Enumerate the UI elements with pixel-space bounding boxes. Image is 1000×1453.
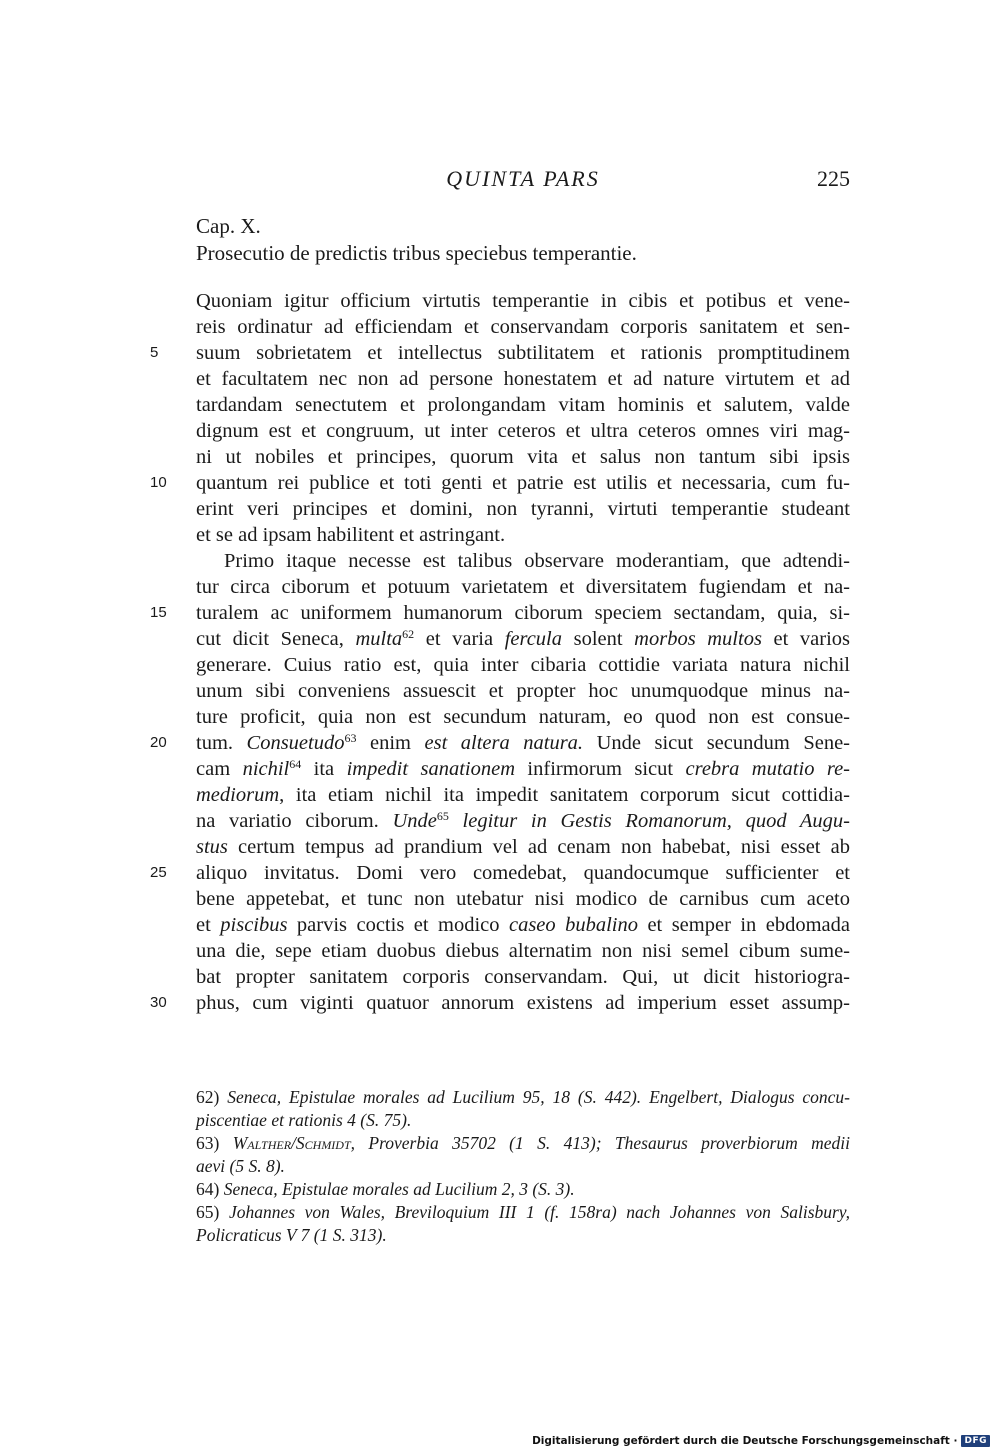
text-line: tardandam senectutem et prolongandam vitam hominis et salutem, valde <box>196 394 850 416</box>
line-number: 10 <box>150 474 167 491</box>
text-line: cam nichil$^{64}$ ita impedit sanationem infirmorum sicut crebra mutatio re- <box>196 757 851 780</box>
chapter-heading <box>196 213 856 267</box>
text-line: ni ut nobiles et principes, quorum vita et salus non tantum sibi ipsis <box>196 446 850 468</box>
text-line: erint veri principes et domini, non tyranni, virtuti temperantie studeant <box>196 498 850 520</box>
line-number: 5 <box>150 344 159 361</box>
text-line: bene appetebat, et tunc non utebatur nisi modico de carnibus cum aceto <box>196 888 850 910</box>
text-line: et facultatem nec non ad persone honestatem et ad nature virtutem et ad <box>196 368 850 390</box>
text-line: stus certum tempus ad prandium vel ad cenam non habebat, nisi esset ab <box>196 836 850 858</box>
line-number: 25 <box>150 864 167 881</box>
footnote-65-cont: Policraticus V 7 (1 S. 313). <box>196 1225 387 1245</box>
text-line: generare. Cuius ratio est, quia inter cibaria cottidie variata natura nichil <box>196 654 850 676</box>
text-line: 25 aliquo invitatus. Domi vero comedebat, quandocumque sufficienter et <box>150 862 850 884</box>
footnote-62: 62) Seneca, Epistulae morales ad Lucilium 95, 18 (S. 442). Engelbert, Dialogus concu- <box>196 1087 850 1107</box>
text-line: 15 turalem ac uniformem humanorum ciborum speciem sectandam, quia, si- <box>150 602 850 624</box>
text-line: 30 phus, cum viginti quatuor annorum existens ad imperium esset assump- <box>150 992 850 1014</box>
text-line: dignum est et congruum, ut inter ceteros et ultra ceteros omnes viri mag- <box>196 420 850 442</box>
text-line: na variatio ciborum. Unde$^{65}$ legitur in Gestis Romanorum, quod Augu- <box>196 809 851 832</box>
text-line: tur circa ciborum et potuum varietatem et diversitatem fugiendam et na- <box>196 576 850 598</box>
footnote-64: 64) Seneca, Epistulae morales ad Lucilium 2, 3 (S. 3). <box>196 1179 575 1199</box>
footnote-ref: 63 <box>344 731 357 745</box>
footnote-ref: 65 <box>436 809 449 823</box>
text-line: mediorum, ita etiam nichil ita impedit sanitatem corporum sicut cottidia- <box>196 784 850 806</box>
footnote-63-cont: aevi (5 S. 8). <box>196 1156 285 1176</box>
text-line: una die, sepe etiam duobus diebus alternatim non nisi semel cibum sume- <box>196 940 850 962</box>
text-line: 20 tum. Consuetudo$^{63}$ enim est altera natura. Unde sicut secundum Sene- <box>150 731 851 754</box>
running-head <box>196 162 850 194</box>
text-line: 10 quantum rei publice et toti genti et patrie est utilis et necessaria, cum fu- <box>150 472 850 494</box>
footnote-ref: 62 <box>402 627 415 641</box>
text-line: bat propter sanitatem corporis conservandam. Qui, ut dicit historiogra- <box>196 966 850 988</box>
line-number: 20 <box>150 734 167 751</box>
dfg-banner-text: Digitalisierung gefördert durch die Deutsche Forschungsgemeinschaft · <box>532 1435 958 1447</box>
footnote-65: 65) Johannes von Wales, Breviloquium III 1 (f. 158ra) nach Johannes von Salisbury, <box>196 1202 850 1222</box>
dfg-logo-icon: DFG <box>961 1435 990 1447</box>
text-line: et piscibus parvis coctis et modico caseo bubalino et semper in ebdomada <box>196 914 851 936</box>
dfg-banner <box>532 1435 990 1447</box>
text-line: Primo itaque necesse est talibus observare moderantiam, que adtendi- <box>224 550 850 572</box>
text-line: unum sibi conveniens assuescit et propter hoc unumquodque minus na- <box>196 680 850 702</box>
main-text <box>150 288 851 1016</box>
text-line: Quoniam igitur officium virtutis temperantie in cibis et potibus et vene- <box>196 290 850 312</box>
text-line: 5 suum sobrietatem et intellectus subtilitatem et rationis promptitudinem <box>150 342 850 364</box>
line-number: 15 <box>150 604 167 621</box>
text-line: ture proficit, quia non est secundum naturam, eo quod non est consue- <box>196 706 850 728</box>
chapter-number: Cap. X. <box>196 214 261 238</box>
text-line: reis ordinatur ad efficiendam et conservandam corporis sanitatem et sen- <box>196 316 850 338</box>
running-title: QUINTA PARS <box>446 166 600 191</box>
footnote-63: 63) Walther/Schmidt, Proverbia 35702 (1 S. 413); Thesaurus proverbiorum medii <box>196 1133 850 1153</box>
footnote-62-cont: piscentiae et rationis 4 (S. 75). <box>196 1110 412 1130</box>
footnotes <box>196 1086 850 1247</box>
line-number: 30 <box>150 994 167 1011</box>
text-line: cut dicit Seneca, multa$^{62}$ et varia fercula solent morbos multos et varios <box>196 627 851 650</box>
page-number: 225 <box>817 166 850 191</box>
text-line: et se ad ipsam habilitent et astringant. <box>196 524 506 546</box>
chapter-title: Prosecutio de predictis tribus speciebus temperantie. <box>196 241 637 265</box>
footnote-ref: 64 <box>289 757 302 771</box>
